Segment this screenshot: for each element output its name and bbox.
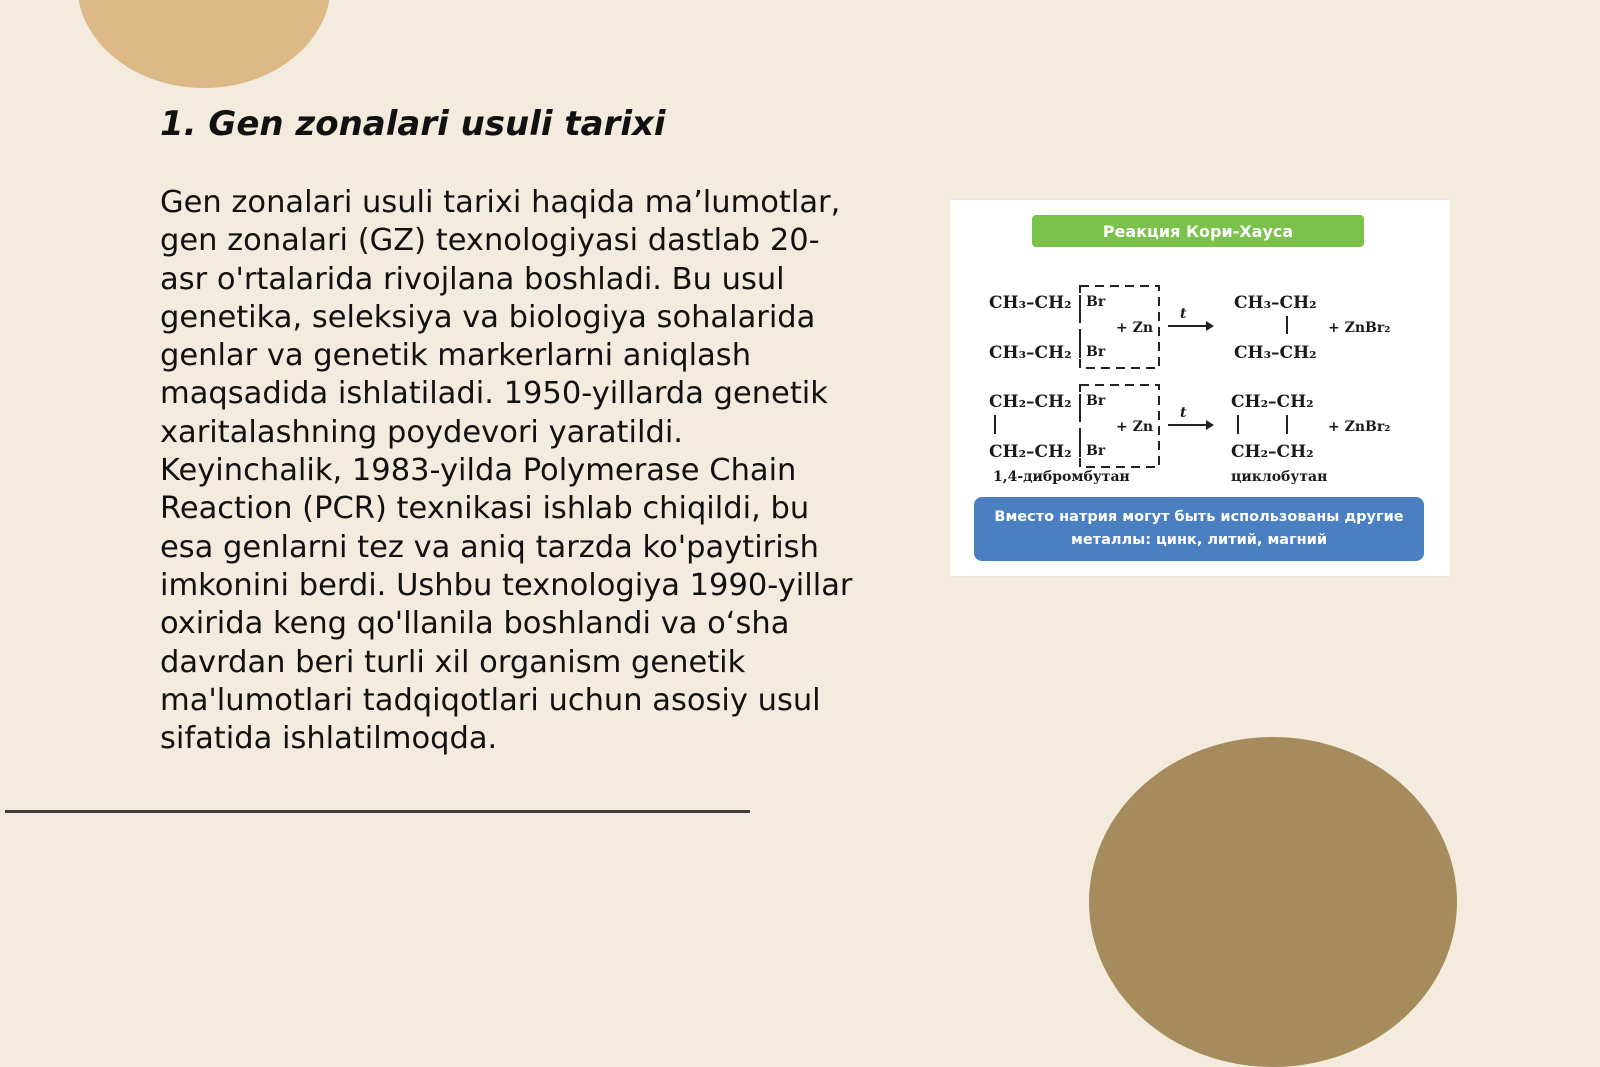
r1-product-top: CH₃–CH₂ bbox=[1234, 293, 1317, 313]
r2-product-bottom: CH₂–CH₂ bbox=[1231, 442, 1314, 462]
body-line: oxirida keng qo'llanila boshlandi va o‘sha bbox=[160, 606, 790, 642]
body-line: genetika, seleksiya va biologiya sohalarida bbox=[160, 299, 816, 335]
r2-product-caption: циклобутан bbox=[1231, 469, 1328, 485]
figure-note: Вместо натрия могут быть использованы другие металлы: цинк, литий, магний bbox=[974, 497, 1424, 561]
decorative-circle-bottom bbox=[1089, 737, 1457, 1067]
body-line: genlar va genetik markerlarni aniqlash bbox=[160, 338, 752, 374]
reaction-figure bbox=[950, 200, 1450, 576]
r1-reagent: + Zn bbox=[1116, 320, 1154, 336]
body-line: asr o'rtalarida rivojlana boshladi. Bu usul bbox=[160, 261, 785, 297]
r2-product-top: CH₂–CH₂ bbox=[1231, 392, 1314, 412]
body-line: imkonini berdi. Ushbu texnologiya 1990-yillar bbox=[160, 567, 853, 603]
body-line: Keyinchalik, 1983-yilda Polymerase Chain bbox=[160, 453, 797, 489]
body-line: Reaction (PCR) texnikasi ishlab chiqildi, bu bbox=[160, 491, 810, 527]
body-line: esa genlarni tez va aniq tarzda ko'paytirish bbox=[160, 529, 819, 565]
r2-halogen-top: Br bbox=[1086, 393, 1106, 409]
body-line: davrdan beri turli xil organism genetik bbox=[160, 644, 746, 680]
body-line: maqsadida ishlatiladi. 1950-yillarda genetik bbox=[160, 376, 828, 412]
r1-halogen-bottom: Br bbox=[1086, 344, 1106, 360]
r1-product-bottom: CH₃–CH₂ bbox=[1234, 343, 1317, 363]
r2-reactant-top: CH₂–CH₂ bbox=[989, 392, 1072, 412]
divider-line bbox=[5, 810, 750, 813]
slide-body-text bbox=[160, 184, 853, 758]
r2-reactant-bottom: CH₂–CH₂ bbox=[989, 442, 1072, 462]
slide-title: 1. Gen zonalari usuli tarixi bbox=[160, 104, 666, 144]
body-line: gen zonalari (GZ) texnologiyasi dastlab 20- bbox=[160, 223, 820, 259]
r1-halogen-top: Br bbox=[1086, 294, 1106, 310]
body-line: xaritalashning poydevori yaratildi. bbox=[160, 414, 683, 450]
r2-arrow-head bbox=[1206, 420, 1214, 430]
r1-byproduct: + ZnBr₂ bbox=[1328, 320, 1391, 336]
body-line: sifatida ishlatilmoqda. bbox=[160, 721, 498, 757]
r2-reactant-caption: 1,4-дибромбутан bbox=[993, 469, 1130, 485]
r1-arrow-head bbox=[1206, 321, 1214, 331]
r1-reactant-bottom: CH₃–CH₂ bbox=[989, 343, 1072, 363]
r2-byproduct: + ZnBr₂ bbox=[1328, 419, 1391, 435]
decorative-circle-top bbox=[77, 0, 331, 88]
r1-condition: t bbox=[1180, 306, 1187, 322]
r1-reactant-top: CH₃–CH₂ bbox=[989, 293, 1072, 313]
r2-halogen-bottom: Br bbox=[1086, 443, 1106, 459]
figure-header: Реакция Кори-Хауса bbox=[1032, 215, 1364, 247]
r2-condition: t bbox=[1180, 405, 1187, 421]
body-line: ma'lumotlari tadqiqotlari uchun asosiy usul bbox=[160, 682, 821, 718]
r2-reagent: + Zn bbox=[1116, 419, 1154, 435]
body-line: Gen zonalari usuli tarixi haqida ma’lumotlar, bbox=[160, 185, 841, 220]
